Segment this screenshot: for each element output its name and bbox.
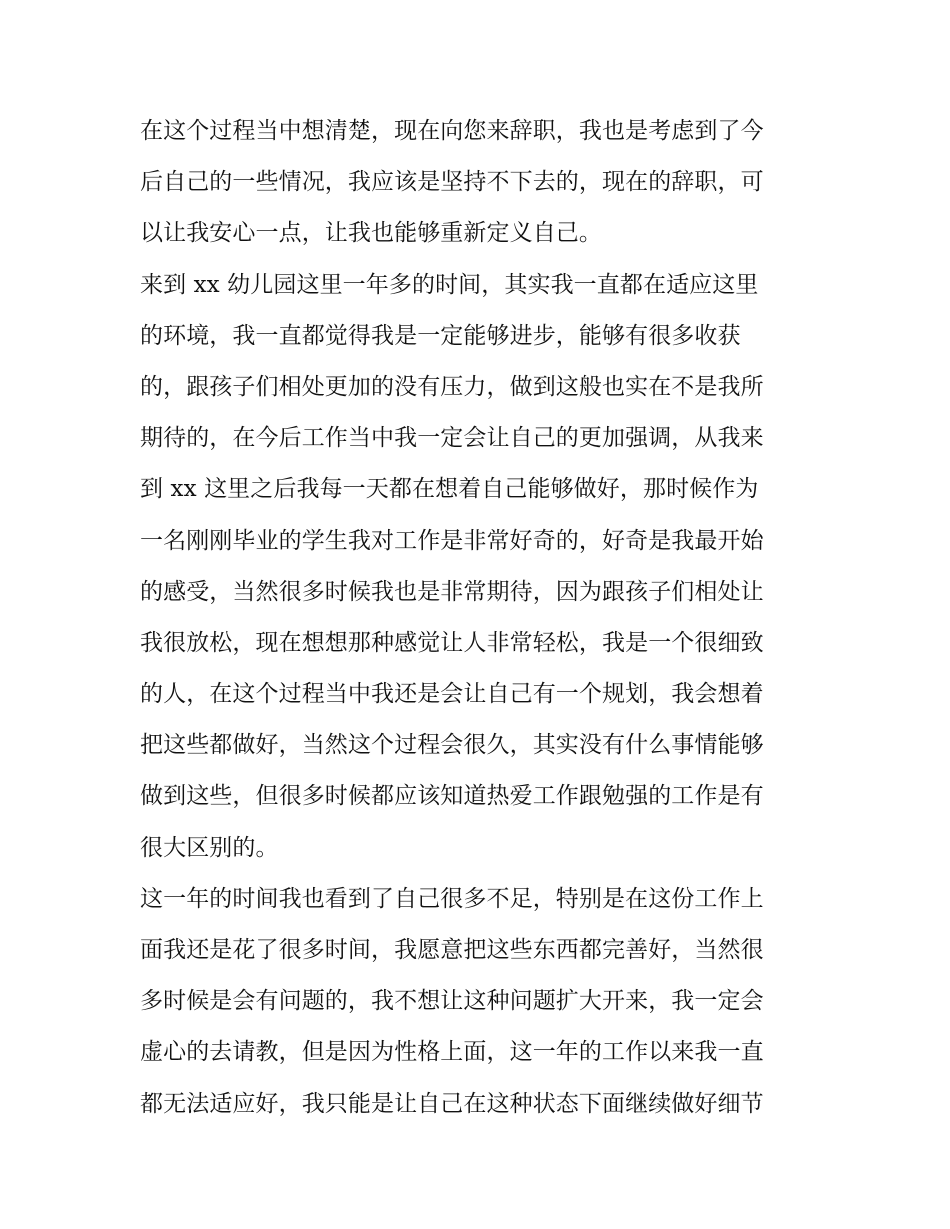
text-line-17: 面我还是花了很多时间，我愿意把这些东西都完善好，当然很 [140, 937, 764, 963]
text-line-14: 做到这些，但很多时候都应该知道热爱工作跟勉强的工作是有 [140, 783, 764, 810]
text-line-15: 很大区别的。 [140, 834, 279, 861]
text-line-9: 一名刚刚毕业的学生我对工作是非常好奇的，好奇是我最开始 [140, 527, 764, 554]
text-line-7: 期待的，在今后工作当中我一定会让自己的更加强调，从我来 [140, 425, 764, 452]
text-line-10: 的感受，当然很多时候我也是非常期待，因为跟孩子们相处让 [140, 578, 764, 605]
text-line-1: 在这个过程当中想清楚，现在向您来辞职，我也是考虑到了今 [140, 118, 764, 144]
text-line-5: 的环境，我一直都觉得我是一定能够进步，能够有很多收获 [140, 322, 741, 349]
text-line-6: 的，跟孩子们相处更加的没有压力，做到这般也实在不是我所 [140, 373, 764, 400]
text-line-19: 虚心的去请教，但是因为性格上面，这一年的工作以来我一直 [140, 1039, 764, 1066]
text-line-13: 把这些都做好，当然这个过程会很久，其实没有什么事情能够 [140, 732, 764, 759]
text-line-8: 到 xx 这里之后我每一天都在想着自己能够做好，那时候作为 [140, 476, 759, 503]
text-line-16: 这一年的时间我也看到了自己很多不足，特别是在这份工作上 [140, 885, 764, 912]
text-line-20: 都无法适应好，我只能是让自己在这种状态下面继续做好细节 [140, 1090, 764, 1117]
text-line-4: 来到 xx 幼儿园这里一年多的时间，其实我一直都在适应这里 [140, 271, 759, 298]
body-text [140, 106, 812, 1130]
text-line-12: 的人，在这个过程当中我还是会让自己有一个规划，我会想着 [140, 681, 764, 708]
text-line-11: 我很放松，现在想想那种感觉让人非常轻松，我是一个很细致 [140, 629, 764, 656]
text-line-3: 以让我安心一点，让我也能够重新定义自己。 [140, 220, 602, 247]
text-line-2: 后自己的一些情况，我应该是坚持不下去的，现在的辞职，可 [140, 169, 764, 196]
text-line-18: 多时候是会有问题的，我不想让这种问题扩大开来，我一定会 [140, 988, 764, 1015]
